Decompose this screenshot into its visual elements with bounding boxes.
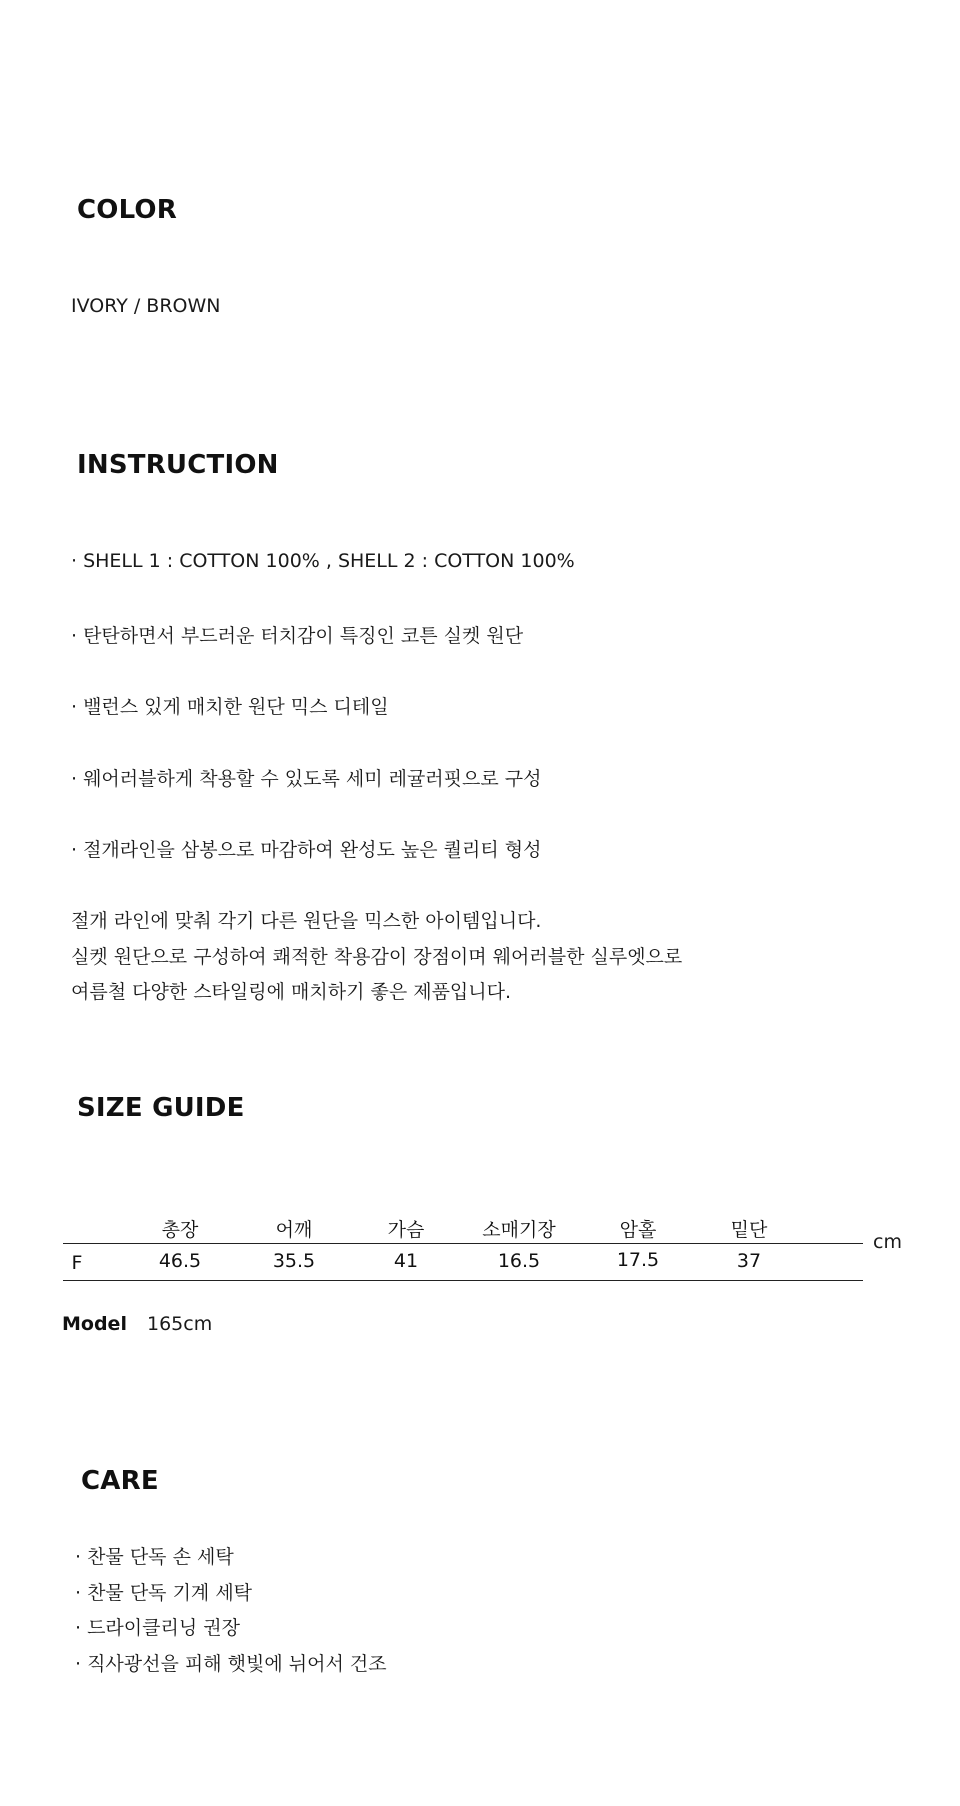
size-guide-heading: SIZE GUIDE (77, 1093, 245, 1123)
model-label: Model (62, 1313, 127, 1335)
size-column-header: 어깨 (275, 1219, 313, 1241)
size-value-cell: 35.5 (272, 1250, 316, 1272)
color-heading: COLOR (77, 195, 177, 225)
table-divider (63, 1243, 863, 1244)
size-value-cell: 37 (736, 1250, 762, 1272)
size-value-cell: 16.5 (497, 1250, 541, 1272)
care-item-dry-flat: · 직사광선을 피해 햇빛에 뉘어서 건조 (75, 1653, 387, 1675)
instruction-description-line-1: 절개 라인에 맞춰 각기 다른 원단을 믹스한 아이템입니다. (71, 910, 542, 932)
instruction-bullet-finish: · 절개라인을 삼봉으로 마감하여 완성도 높은 퀄리티 형성 (71, 839, 542, 861)
model-height: 165cm (147, 1313, 213, 1335)
size-column-header: 가슴 (387, 1219, 425, 1241)
care-heading: CARE (81, 1466, 159, 1496)
instruction-description-line-3: 여름철 다양한 스타일링에 매치하기 좋은 제품입니다. (71, 981, 512, 1003)
size-value-cell: 46.5 (158, 1250, 202, 1272)
instruction-description-line-2: 실켓 원단으로 구성하여 쾌적한 착용감이 장점이며 웨어러블한 실루엣으로 (71, 946, 683, 968)
care-item-dry-clean: · 드라이클리닝 권장 (75, 1617, 240, 1639)
instruction-heading: INSTRUCTION (77, 450, 279, 480)
size-value-cell: 17.5 (616, 1249, 660, 1271)
size-column-header: 암홀 (619, 1219, 657, 1241)
instruction-bullet-material: · SHELL 1 : COTTON 100% , SHELL 2 : COTTON 100% (71, 550, 575, 572)
size-unit: cm (873, 1231, 902, 1253)
table-bottom-border (63, 1280, 863, 1281)
color-value: IVORY / BROWN (71, 295, 221, 317)
instruction-bullet-detail: · 밸런스 있게 매치한 원단 믹스 디테일 (71, 696, 389, 718)
care-item-hand-wash: · 찬물 단독 손 세탁 (75, 1546, 234, 1568)
instruction-bullet-fit: · 웨어러블하게 착용할 수 있도록 세미 레귤러핏으로 구성 (71, 768, 542, 790)
size-value-cell: 41 (393, 1250, 419, 1272)
size-column-header: 총장 (161, 1219, 199, 1241)
care-item-machine-wash: · 찬물 단독 기계 세탁 (75, 1582, 253, 1604)
size-column-header: 소매기장 (482, 1219, 556, 1241)
size-row-label: F (71, 1252, 83, 1274)
instruction-bullet-fabric: · 탄탄하면서 부드러운 터치감이 특징인 코튼 실켓 원단 (71, 625, 524, 647)
size-column-header: 밑단 (730, 1219, 768, 1241)
